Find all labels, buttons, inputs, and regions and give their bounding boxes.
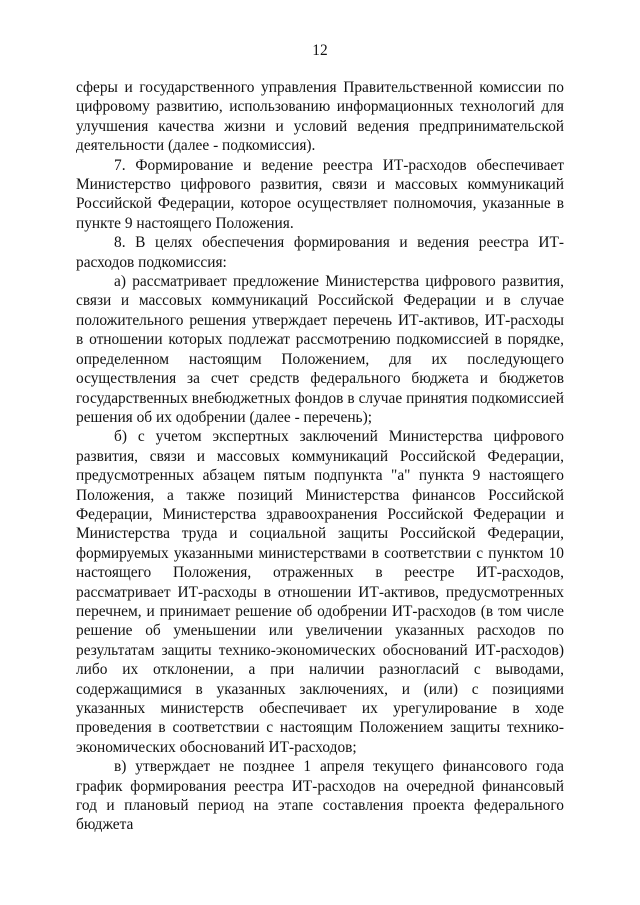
document-body [76,78,564,835]
paragraph-continuation: сферы и государственного управления Правительственной комиссии по цифровому развитию, использованию информационных технологий для улучшения качества жизни и условий ведения предпринимательской деятельности (далее - подкомиссия). [76,79,564,155]
paragraph-subitem-b: б) с учетом экспертных заключений Министерства цифрового развития, связи и массовых коммуникаций Российской Федерации, предусмотренных абзацем пятым подпункта "а" пункта 9 настоящего Положения, а также позиций Министерства финансов Российской Федерации, Министерства здравоохранения Российской Федерации и Министерства труда и социальной защиты Российской Федерации, формируемых указанными министерствами в соответствии с пунктом 10 настоящего Положения, отраженных в реестре ИТ-расходов, рассматривает ИТ-расходы в отношении ИТ-активов, предусмотренных перечнем, и принимает решение об одобрении ИТ-расходов (в том числе решение об уменьшении или увеличении указанных расходов по результатам защиты технико-экономических обоснований ИТ-расходов) либо их отклонении, а при наличии разногласий с выводами, содержащимися в указанных заключениях, и (или) с позициями указанных министерств обеспечивает их урегулирование в ходе проведения в соответствии с настоящим Положением защиты технико-экономических обоснований ИТ-расходов; [76,428,564,756]
paragraph-subitem-v: в) утверждает не позднее 1 апреля текущего финансового года график формирования реестра ИТ-расходов на очередной финансовый год и плановый период на этапе составления проекта федерального бюджета [76,758,564,834]
paragraph-subitem-a: а) рассматривает предложение Министерства цифрового развития, связи и массовых коммуникаций Российской Федерации и в случае положительного решения утверждает перечень ИТ-активов, ИТ-расходы в отношении которых подлежат рассмотрению подкомиссией в порядке, определенном настоящим Положением, для их последующего осуществления за счет средств федерального бюджета и бюджетов государственных внебюджетных фондов в случае принятия подкомиссией решения об их одобрении (далее - перечень); [76,273,564,426]
paragraph-item-7: 7. Формирование и ведение реестра ИТ-расходов обеспечивает Министерство цифрового развития, связи и массовых коммуникаций Российской Федерации, которое осуществляет полномочия, указанные в пункте 9 настоящего Положения. [76,156,564,232]
page-number: 12 [312,42,328,59]
paragraph-item-8: 8. В целях обеспечения формирования и ведения реестра ИТ-расходов подкомиссия: [76,234,564,271]
